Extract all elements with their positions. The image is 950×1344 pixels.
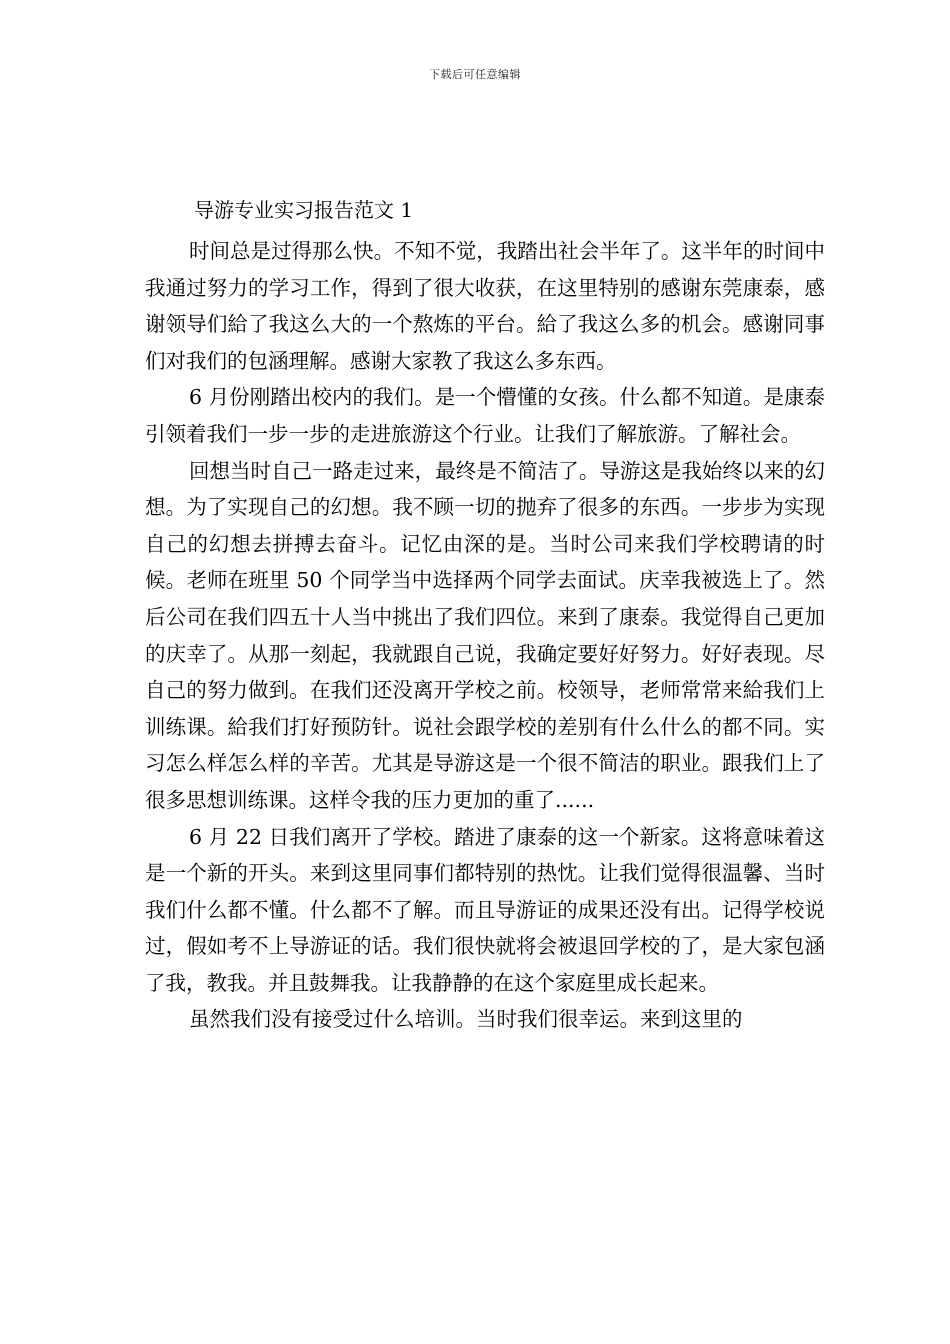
- page-header: 下载后可任意编辑: [429, 68, 521, 81]
- document-title: 导游专业实习报告范文 1: [194, 198, 414, 222]
- paragraph: 回想当时自己一路走过来，最终是不简洁了。导游这是我始终以来的幻想。为了实现自己的幻想。我不顾一切的抛弃了很多的东西。一步步为实现自己的幻想去拼搏去奋斗。记忆由深的是。当时公司来我们学校聘请的时候。老师在班里 50 个同学当中选择两个同学去面试。庆幸我被选上了。然后公司在我们四五十人当中挑出了我们四位。来到了康泰。我觉得自己更加的庆幸了。从那一刻起，我就跟自己说，我确定要好好努力。好好表现。尽自己的努力做到。在我们还没离开学校之前。校领导，老师常常来給我们上训练课。給我们打好预防针。说社会跟学校的差别有什么什么的都不同。实习怎么样怎么样的辛苦。尤其是导游这是一个很不简洁的职业。跟我们上了很多思想训练课。这样令我的压力更加的重了......: [145, 458, 825, 812]
- paragraph: 6 月份刚踏出校内的我们。是一个懵懂的女孩。什么都不知道。是康泰引领着我们一步一步的走进旅游这个行业。让我们了解旅游。了解社会。: [145, 385, 825, 446]
- paragraph: 时间总是过得那么快。不知不觉，我踏出社会半年了。这半年的时间中我通过努力的学习工作，得到了很大收获，在这里特别的感谢东莞康泰，感谢领导们給了我这么大的一个熬炼的平台。給了我这么多的机会。感谢同事们对我们的包涵理解。感谢大家教了我这么多东西。: [145, 239, 825, 373]
- document-body: [145, 233, 825, 1038]
- paragraph: 6 月 22 日我们离开了学校。踏进了康泰的这一个新家。这将意味着这是一个新的开头。来到这里同事们都特别的热忱。让我们觉得很温馨、当时我们什么都不懂。什么都不了解。而且导游证的成果还没有出。记得学校说过，假如考不上导游证的话。我们很快就将会被退回学校的了，是大家包涵了我，教我。并且鼓舞我。让我静静的在这个家庭里成长起来。: [145, 824, 825, 995]
- paragraph: 虽然我们没有接受过什么培训。当时我们很幸运。来到这里的: [189, 1007, 743, 1032]
